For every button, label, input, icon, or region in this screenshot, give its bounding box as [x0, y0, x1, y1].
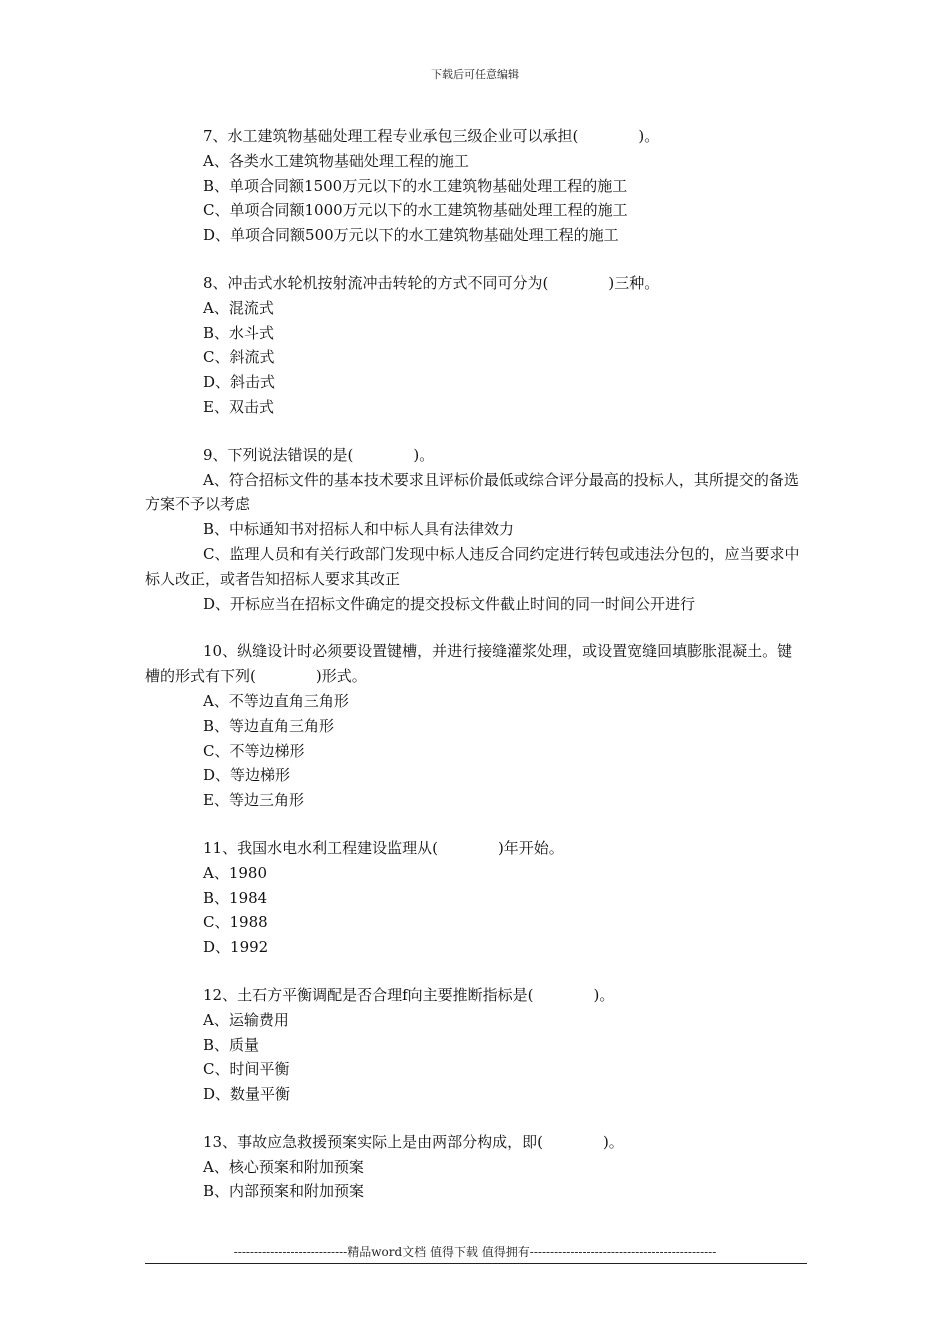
- option-b: B、水斗式: [203, 323, 275, 342]
- option-d: D、1992: [203, 938, 269, 957]
- question-9: [145, 443, 807, 617]
- option-c: C、1988: [203, 913, 268, 932]
- option-a: A、各类水工建筑物基础处理工程的施工: [203, 151, 469, 170]
- question-title: 11、我国水电水利工程建设监理从( )年开始。: [203, 838, 564, 857]
- option-a: A、运输费用: [203, 1010, 289, 1029]
- question-13: [145, 1130, 807, 1204]
- option-b: B、中标通知书对招标人和中标人具有法律效力: [203, 520, 515, 539]
- option-c: C、斜流式: [203, 348, 275, 367]
- option-d: D、等边梯形: [203, 766, 291, 785]
- footer-divider: [145, 1263, 807, 1264]
- option-a: A、核心预案和附加预案: [203, 1157, 364, 1176]
- question-7: [145, 124, 807, 248]
- question-title: 7、水工建筑物基础处理工程专业承包三级企业可以承担( )。: [203, 127, 660, 145]
- option-c: C、单项合同额1000万元以下的水工建筑物基础处理工程的施工: [203, 201, 628, 220]
- document-body: [145, 124, 807, 1227]
- page-header: 下载后可任意编辑: [431, 68, 519, 81]
- option-a: A、1980: [203, 863, 268, 882]
- option-a: A、符合招标文件的基本技术要求且评标价最低或综合评分最高的投标人，其所提交的备选方案不予以考虑: [145, 470, 799, 514]
- question-10: [145, 639, 807, 813]
- option-b: B、质量: [203, 1035, 260, 1054]
- option-b: B、单项合同额1500万元以下的水工建筑物基础处理工程的施工: [203, 176, 628, 195]
- question-title: 12、土石方平衡调配是否合理f向主要推断指标是( )。: [203, 985, 615, 1004]
- option-d: D、数量平衡: [203, 1085, 291, 1104]
- option-d: D、开标应当在招标文件确定的提交投标文件截止时间的同一时间公开进行: [203, 594, 696, 613]
- option-b: B、内部预案和附加预案: [203, 1182, 365, 1201]
- question-title: 13、事故应急救援预案实际上是由两部分构成，即( )。: [203, 1132, 624, 1151]
- option-a: A、混流式: [203, 298, 274, 317]
- page-footer: ----------------------------精品word文档 值得下载 值得拥有----------------------------------------------: [233, 1245, 717, 1259]
- option-c: C、不等边梯形: [203, 741, 305, 760]
- option-d: D、斜击式: [203, 373, 276, 392]
- question-title: 10、纵缝设计时必须要设置键槽，并进行接缝灌浆处理，或设置宽缝回填膨胀混凝土。键槽的形式有下列( )形式。: [145, 642, 793, 686]
- option-e: E、双击式: [203, 397, 274, 416]
- question-title: 9、下列说法错误的是( )。: [203, 445, 435, 464]
- question-12: [145, 983, 807, 1107]
- option-e: E、等边三角形: [203, 791, 304, 810]
- question-8: [145, 271, 807, 420]
- option-b: B、等边直角三角形: [203, 716, 335, 735]
- question-title: 8、冲击式水轮机按射流冲击转轮的方式不同可分为( )三种。: [203, 273, 660, 292]
- option-d: D、单项合同额500万元以下的水工建筑物基础处理工程的施工: [203, 226, 619, 245]
- question-11: [145, 836, 807, 960]
- option-c: C、监理人员和有关行政部门发现中标人违反合同约定进行转包或违法分包的，应当要求中标人改正，或者告知招标人要求其改正: [145, 544, 800, 588]
- option-a: A、不等边直角三角形: [203, 691, 349, 710]
- option-b: B、1984: [203, 888, 268, 907]
- option-c: C、时间平衡: [203, 1060, 290, 1079]
